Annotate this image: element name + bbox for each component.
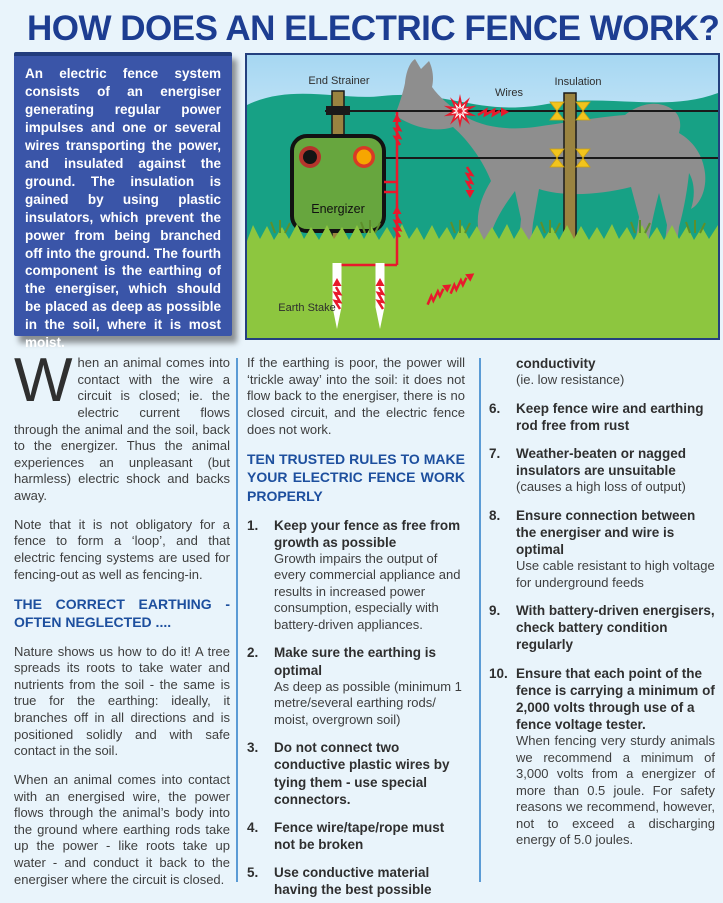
- rule-item-2: [247, 644, 465, 728]
- rule-item-1: [247, 517, 465, 634]
- drop-cap: W: [14, 346, 73, 415]
- column-1: [14, 346, 230, 900]
- rule-number: 5.: [247, 865, 259, 881]
- paragraph: When an animal comes into contact with an energised wire, the power flows through the animal’s body into the ground where earthing rods take up the power - like roots take up water - and conduct it back to the energiser where the circuit is closed.: [14, 771, 230, 887]
- rule-item-9: [489, 602, 715, 653]
- rule-number: 1.: [247, 517, 259, 533]
- energizer-box: [292, 136, 384, 231]
- rule-detail-text: Growth impairs the output of every commercial appliance and results in increased power consumption, especially with battery-driven appliances.: [274, 550, 461, 632]
- rule-bold-text: With battery-driven energisers, check battery condition regularly: [516, 603, 715, 653]
- rule-number: 8.: [489, 507, 501, 523]
- column-3: [489, 355, 715, 860]
- paragraph: Note that it is not obligatory for a fence to form a ‘loop’, and that electric fencing systems are used for fencing-out as well as fencing-in.: [14, 516, 230, 582]
- rule-detail-text: Use cable resistant to high voltage for underground feeds: [516, 558, 715, 590]
- grass-ground: [247, 224, 718, 338]
- rule-bold-text: Do not connect two conductive plastic wires by tying them - use special connectors.: [274, 740, 450, 807]
- rule-detail-text: (ie. low resistance): [516, 372, 625, 388]
- rule-number: 10.: [489, 665, 508, 681]
- rule-bold-text: Weather-beaten or nagged insulators are unsuitable: [516, 445, 687, 479]
- insulation-label: Insulation: [554, 76, 602, 88]
- rule-item-5: [247, 864, 465, 898]
- rule-bold-text: Make sure the earthing is optimal: [274, 645, 437, 678]
- rule-item-7: [489, 445, 715, 496]
- wires-label: Wires: [494, 87, 524, 99]
- page-title: HOW DOES AN ELECTRIC FENCE WORK?: [27, 9, 720, 48]
- section-heading-earthing: THE CORRECT EARTHING - OFTEN NEGLECTED ....: [14, 596, 230, 631]
- rule-number: 9.: [489, 603, 501, 619]
- section-heading-ten-rules: TEN TRUSTED RULES TO MAKE YOUR ELECTRIC FENCE WORK PROPERLY: [247, 451, 465, 504]
- column-2: [247, 355, 465, 903]
- rule-number: [489, 355, 516, 389]
- paragraph-text: hen an animal comes into contact with the wire a circuit is closed; ie. the electric current flows through the animal and the soil, back to the energizer. Thus the animal experiences an unpleasant (but harmless) electric shock and backs away.: [14, 355, 230, 503]
- end-strainer-label: End Strainer: [308, 75, 370, 87]
- rule-detail-text: As deep as possible (minimum 1 metre/several earthing rods/ moist, overgrown soil): [274, 678, 462, 727]
- rule-item-5-continued: [489, 355, 715, 389]
- paragraph: [14, 346, 230, 505]
- intro-box: [14, 52, 232, 351]
- rule-detail-text: (causes a high loss of output): [516, 479, 686, 495]
- paragraph: Nature shows us how to do it! A tree spreads its roots to take water and nutrients from the soil - the same is true for the earthing: ideally, it branches off in all directions and is positioned solidly and with safe contact in the soil.: [14, 643, 230, 759]
- rule-bold-text: conductivity: [516, 356, 596, 371]
- rule-bold-text: Keep fence wire and earthing rod free from rust: [516, 400, 704, 433]
- rule-item-4: [247, 819, 465, 853]
- rule-bold-text: Keep your fence as free from growth as possible: [274, 517, 461, 550]
- energizer-label: Energizer: [311, 202, 365, 216]
- column-divider: [236, 358, 238, 882]
- fence-diagram: [245, 53, 720, 340]
- intro-text: An electric fence system consists of an energiser generating regular power impulses and one or several wires transporting the power, and insulated against the ground. The insulation is gained by using plastic insulators, which prevent the power from being branched off into the ground. The fourth component is the earthing of the energiser, which should be placed as deep as possible in the soil, where it is most moist.: [25, 66, 221, 351]
- rule-detail-text: When fencing very sturdy animals we recommend a minimum of 3,000 volts from a energizer of more than 0.5 joule. For safety reasons we recommend, however, not to exceed a discharging energy of 5.0 joules.: [516, 733, 715, 848]
- rule-item-8: [489, 507, 715, 591]
- column-divider: [479, 358, 481, 882]
- rule-item-10: [489, 665, 715, 849]
- rule-bold-text: Ensure that each point of the fence is carrying a minimum of 2,000 volts through use of a fence voltage tester.: [516, 665, 715, 732]
- wire-clamp: [326, 106, 350, 115]
- rule-bold-text: Fence wire/tape/rope must not be broken: [274, 819, 445, 852]
- rule-bold-text: Use conductive material having the best possible: [274, 865, 432, 898]
- rule-item-3: [247, 739, 465, 808]
- fence-diagram-svg: [247, 55, 718, 338]
- rule-item-6: [489, 400, 715, 434]
- rule-number: 2.: [247, 645, 259, 661]
- rule-number: 4.: [247, 819, 259, 835]
- rule-number: 7.: [489, 445, 501, 461]
- rule-number: 6.: [489, 400, 501, 416]
- paragraph: If the earthing is poor, the power will ‘trickle away’ into the soil: it does not flow back to the energiser, there is no closed circuit, and the electric fence does not work.: [247, 355, 465, 437]
- earth-stake-label: Earth Stake: [278, 302, 336, 314]
- rule-number: 3.: [247, 740, 259, 756]
- rule-bold-text: Ensure connection between the energiser and wire is optimal: [516, 507, 696, 557]
